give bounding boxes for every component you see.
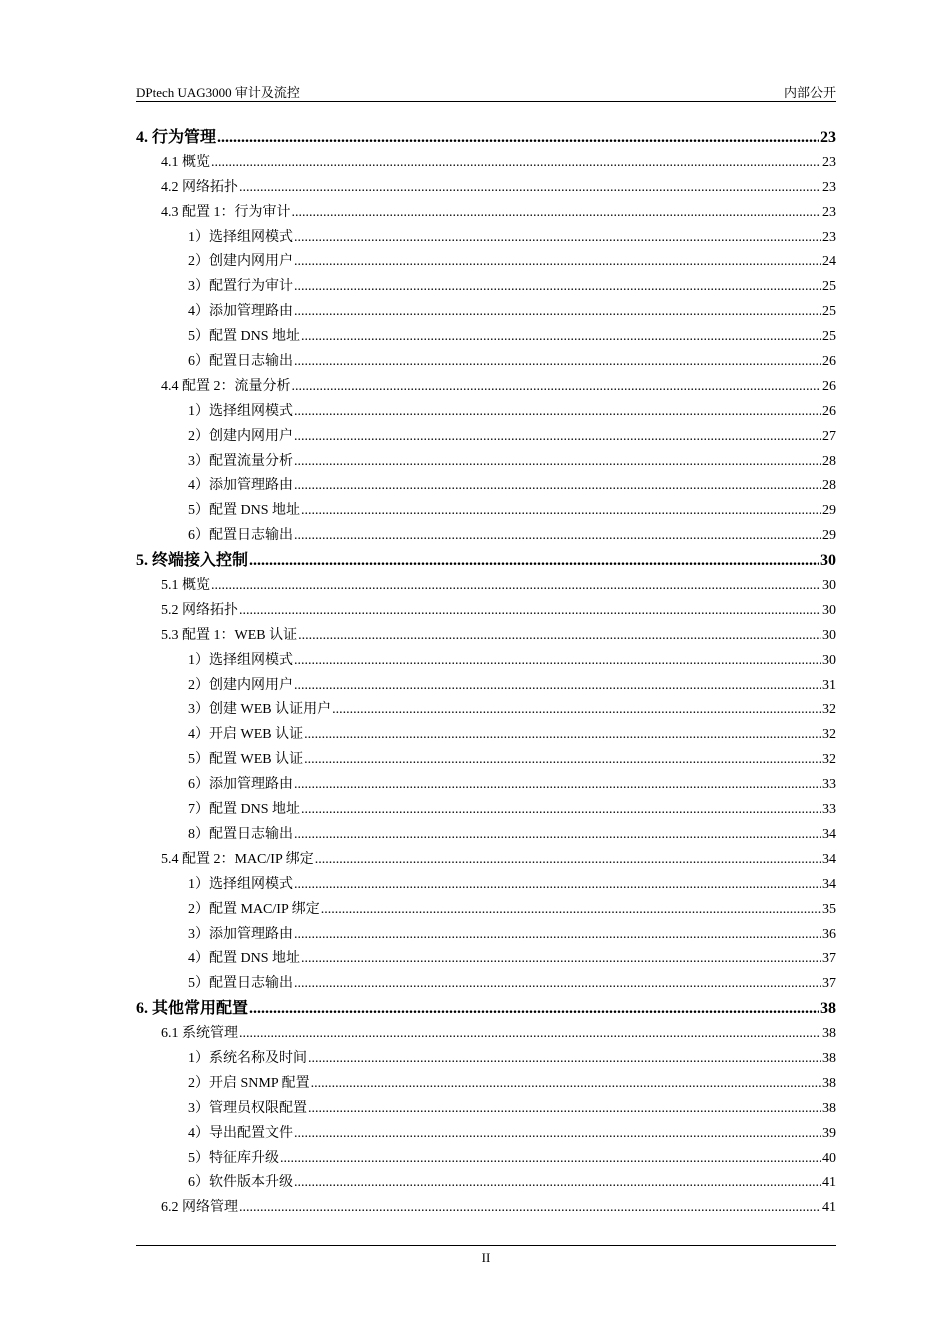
- toc-entry-title: 6.2 网络管理: [161, 1200, 238, 1216]
- toc-leader-dots: [294, 275, 821, 300]
- toc-entry-page: 41: [822, 1175, 836, 1191]
- toc-entry-page: 39: [822, 1125, 836, 1141]
- toc-entry[interactable]: [136, 848, 836, 873]
- toc-leader-dots: [294, 773, 821, 798]
- toc-entry[interactable]: [136, 698, 836, 723]
- toc-entry-page: 30: [820, 552, 836, 570]
- toc-entry-title: 1）选择组网模式: [188, 229, 293, 245]
- toc-entry-title: 2）配置 MAC/IP 绑定: [188, 901, 320, 917]
- toc-entry[interactable]: [136, 997, 836, 1022]
- toc-entry-title: 3）管理员权限配置: [188, 1100, 307, 1116]
- toc-entry-title: 4. 行为管理: [136, 129, 217, 146]
- toc-entry-page: 24: [822, 254, 836, 270]
- toc-leader-dots: [301, 798, 821, 823]
- toc-entry-page: 29: [822, 503, 836, 519]
- toc-leader-dots: [292, 201, 822, 226]
- toc-entry[interactable]: [136, 176, 836, 201]
- toc-entry-page: 41: [822, 1200, 836, 1216]
- toc-entry-page: 31: [822, 677, 836, 693]
- toc-leader-dots: [294, 649, 821, 674]
- toc-entry[interactable]: [136, 1097, 836, 1122]
- toc-entry-title: 2）创建内网用户: [188, 254, 293, 270]
- toc-entry[interactable]: [136, 226, 836, 251]
- toc-entry[interactable]: [136, 375, 836, 400]
- toc-leader-dots: [292, 375, 822, 400]
- toc-entry[interactable]: [136, 300, 836, 325]
- toc-entry[interactable]: [136, 1022, 836, 1047]
- toc-entry[interactable]: [136, 250, 836, 275]
- toc-entry-title: 4.2 网络拓扑: [161, 179, 238, 195]
- toc-leader-dots: [304, 723, 821, 748]
- toc-entry-title: 4.3 配置 1：行为审计: [161, 204, 291, 220]
- toc-entry-title: 3）添加管理路由: [188, 926, 293, 942]
- toc-leader-dots: [239, 1022, 821, 1047]
- toc-entry[interactable]: [136, 1122, 836, 1147]
- toc-leader-dots: [294, 425, 821, 450]
- toc-entry-title: 6）配置日志输出: [188, 528, 293, 544]
- toc-leader-dots: [211, 151, 821, 176]
- toc-entry-page: 28: [822, 453, 836, 469]
- toc-entry[interactable]: [136, 972, 836, 997]
- toc-entry-page: 25: [822, 279, 836, 295]
- toc-leader-dots: [308, 1097, 821, 1122]
- toc-entry[interactable]: [136, 1047, 836, 1072]
- toc-entry-page: 30: [822, 578, 836, 594]
- toc-leader-dots: [294, 250, 821, 275]
- toc-entry-page: 34: [822, 876, 836, 892]
- toc-leader-dots: [239, 176, 821, 201]
- toc-entry[interactable]: [136, 1147, 836, 1172]
- toc-entry-page: 30: [822, 652, 836, 668]
- toc-entry[interactable]: [136, 823, 836, 848]
- toc-entry-title: 5）配置 WEB 认证: [188, 752, 304, 768]
- toc-entry[interactable]: [136, 599, 836, 624]
- toc-leader-dots: [294, 450, 821, 475]
- toc-entry[interactable]: [136, 524, 836, 549]
- toc-entry[interactable]: [136, 723, 836, 748]
- toc-leader-dots: [308, 1047, 821, 1072]
- toc-entry-title: 5.1 概览: [161, 578, 210, 594]
- toc-entry[interactable]: [136, 873, 836, 898]
- toc-entry-page: 38: [820, 1000, 836, 1018]
- toc-entry[interactable]: [136, 350, 836, 375]
- toc-entry[interactable]: [136, 549, 836, 574]
- toc-leader-dots: [332, 698, 821, 723]
- toc-entry[interactable]: [136, 425, 836, 450]
- page-number: II: [481, 1250, 491, 1265]
- toc-leader-dots: [249, 997, 819, 1022]
- toc-leader-dots: [301, 325, 821, 350]
- toc-leader-dots: [294, 674, 821, 699]
- toc-entry-title: 4）添加管理路由: [188, 478, 293, 494]
- toc-entry[interactable]: [136, 898, 836, 923]
- toc-entry[interactable]: [136, 201, 836, 226]
- toc-entry-page: 34: [822, 826, 836, 842]
- toc-entry[interactable]: [136, 325, 836, 350]
- toc-entry-page: 33: [822, 777, 836, 793]
- toc-leader-dots: [294, 823, 821, 848]
- toc-entry-title: 6）配置日志输出: [188, 354, 293, 370]
- toc-entry-page: 37: [822, 976, 836, 992]
- toc-entry-title: 4）导出配置文件: [188, 1125, 293, 1141]
- toc-entry-title: 1）系统名称及时间: [188, 1050, 307, 1066]
- toc-entry-page: 30: [822, 602, 836, 618]
- toc-entry-title: 4）开启 WEB 认证: [188, 727, 304, 743]
- toc-entry-title: 6）添加管理路由: [188, 777, 293, 793]
- toc-leader-dots: [301, 499, 821, 524]
- toc-entry-page: 32: [822, 727, 836, 743]
- footer-divider: [136, 1245, 836, 1246]
- toc-entry-title: 5.4 配置 2：MAC/IP 绑定: [161, 851, 314, 867]
- toc-entry-title: 3）配置行为审计: [188, 279, 293, 295]
- toc-entry-page: 23: [820, 129, 836, 146]
- toc-entry-page: 35: [822, 901, 836, 917]
- toc-entry-title: 6.1 系统管理: [161, 1026, 238, 1042]
- toc-entry-page: 32: [822, 752, 836, 768]
- toc-entry-page: 32: [822, 702, 836, 718]
- toc-leader-dots: [311, 1072, 821, 1097]
- toc-leader-dots: [315, 848, 821, 873]
- toc-entry-title: 5. 终端接入控制: [136, 552, 249, 570]
- toc-entry-page: 26: [822, 354, 836, 370]
- toc-entry[interactable]: [136, 947, 836, 972]
- header-title: DPtech UAG3000 审计及流控: [136, 85, 300, 100]
- toc-leader-dots: [249, 549, 819, 574]
- toc-entry-page: 38: [822, 1100, 836, 1116]
- toc-leader-dots: [298, 624, 821, 649]
- toc-entry[interactable]: [136, 748, 836, 773]
- toc-entry-title: 2）创建内网用户: [188, 677, 293, 693]
- toc-leader-dots: [304, 748, 821, 773]
- toc-entry-title: 5）配置 DNS 地址: [188, 503, 301, 519]
- toc-entry-title: 1）选择组网模式: [188, 652, 293, 668]
- toc-entry-page: 30: [822, 627, 836, 643]
- toc-entry-page: 33: [822, 802, 836, 818]
- toc-leader-dots: [294, 1171, 821, 1196]
- toc-entry-title: 7）配置 DNS 地址: [188, 802, 301, 818]
- toc-entry-title: 4.4 配置 2：流量分析: [161, 378, 291, 394]
- table-of-contents: [136, 126, 836, 1221]
- toc-leader-dots: [294, 300, 821, 325]
- toc-leader-dots: [294, 524, 821, 549]
- toc-leader-dots: [294, 474, 821, 499]
- toc-leader-dots: [321, 898, 821, 923]
- toc-leader-dots: [239, 1196, 821, 1221]
- toc-entry-title: 5）配置 DNS 地址: [188, 329, 301, 345]
- toc-entry-title: 2）开启 SNMP 配置: [188, 1075, 310, 1091]
- toc-entry-title: 3）创建 WEB 认证用户: [188, 702, 332, 718]
- toc-leader-dots: [239, 599, 821, 624]
- toc-entry-title: 5）配置日志输出: [188, 976, 293, 992]
- page-header: [136, 84, 836, 102]
- toc-entry[interactable]: [136, 574, 836, 599]
- toc-entry-page: 27: [822, 428, 836, 444]
- toc-entry-page: 26: [822, 403, 836, 419]
- toc-entry[interactable]: [136, 624, 836, 649]
- toc-entry[interactable]: [136, 400, 836, 425]
- toc-entry-page: 26: [822, 378, 836, 394]
- toc-leader-dots: [294, 400, 821, 425]
- toc-leader-dots: [294, 972, 821, 997]
- toc-entry[interactable]: [136, 126, 836, 151]
- toc-entry-title: 5.3 配置 1：WEB 认证: [161, 627, 298, 643]
- toc-leader-dots: [294, 873, 821, 898]
- toc-entry-page: 34: [822, 851, 836, 867]
- toc-entry-title: 5）特征库升级: [188, 1150, 279, 1166]
- toc-leader-dots: [280, 1147, 821, 1172]
- toc-entry[interactable]: [136, 151, 836, 176]
- toc-entry-title: 1）选择组网模式: [188, 403, 293, 419]
- toc-entry-page: 40: [822, 1150, 836, 1166]
- toc-entry-page: 37: [822, 951, 836, 967]
- toc-entry-page: 23: [822, 179, 836, 195]
- toc-entry-title: 5.2 网络拓扑: [161, 602, 238, 618]
- toc-leader-dots: [294, 226, 821, 251]
- toc-entry-page: 23: [822, 229, 836, 245]
- toc-entry-title: 8）配置日志输出: [188, 826, 293, 842]
- toc-entry[interactable]: [136, 474, 836, 499]
- toc-leader-dots: [294, 1122, 821, 1147]
- toc-entry-title: 4）配置 DNS 地址: [188, 951, 301, 967]
- toc-entry[interactable]: [136, 499, 836, 524]
- toc-entry[interactable]: [136, 275, 836, 300]
- toc-entry[interactable]: [136, 1196, 836, 1221]
- toc-entry-title: 4）添加管理路由: [188, 304, 293, 320]
- toc-entry[interactable]: [136, 798, 836, 823]
- toc-leader-dots: [211, 574, 821, 599]
- toc-entry-page: 25: [822, 304, 836, 320]
- toc-entry-title: 6. 其他常用配置: [136, 1000, 249, 1018]
- toc-leader-dots: [301, 947, 821, 972]
- toc-entry-page: 38: [822, 1026, 836, 1042]
- toc-entry[interactable]: [136, 923, 836, 948]
- toc-entry-page: 23: [822, 154, 836, 170]
- toc-entry-title: 4.1 概览: [161, 154, 210, 170]
- toc-leader-dots: [294, 350, 821, 375]
- toc-entry[interactable]: [136, 450, 836, 475]
- toc-entry-page: 38: [822, 1050, 836, 1066]
- header-classification: 内部公开: [783, 85, 836, 100]
- toc-entry-page: 23: [822, 204, 836, 220]
- toc-leader-dots: [294, 923, 821, 948]
- toc-entry-title: 1）选择组网模式: [188, 876, 293, 892]
- toc-entry-page: 29: [822, 528, 836, 544]
- toc-entry[interactable]: [136, 649, 836, 674]
- toc-entry-page: 25: [822, 329, 836, 345]
- toc-entry[interactable]: [136, 1072, 836, 1097]
- toc-entry-title: 6）软件版本升级: [188, 1175, 293, 1191]
- toc-entry-title: 3）配置流量分析: [188, 453, 293, 469]
- toc-entry-page: 28: [822, 478, 836, 494]
- toc-entry-title: 2）创建内网用户: [188, 428, 293, 444]
- toc-entry-page: 36: [822, 926, 836, 942]
- toc-entry[interactable]: [136, 773, 836, 798]
- toc-entry[interactable]: [136, 1171, 836, 1196]
- toc-entry-page: 38: [822, 1075, 836, 1091]
- toc-leader-dots: [217, 126, 819, 151]
- toc-entry[interactable]: [136, 674, 836, 699]
